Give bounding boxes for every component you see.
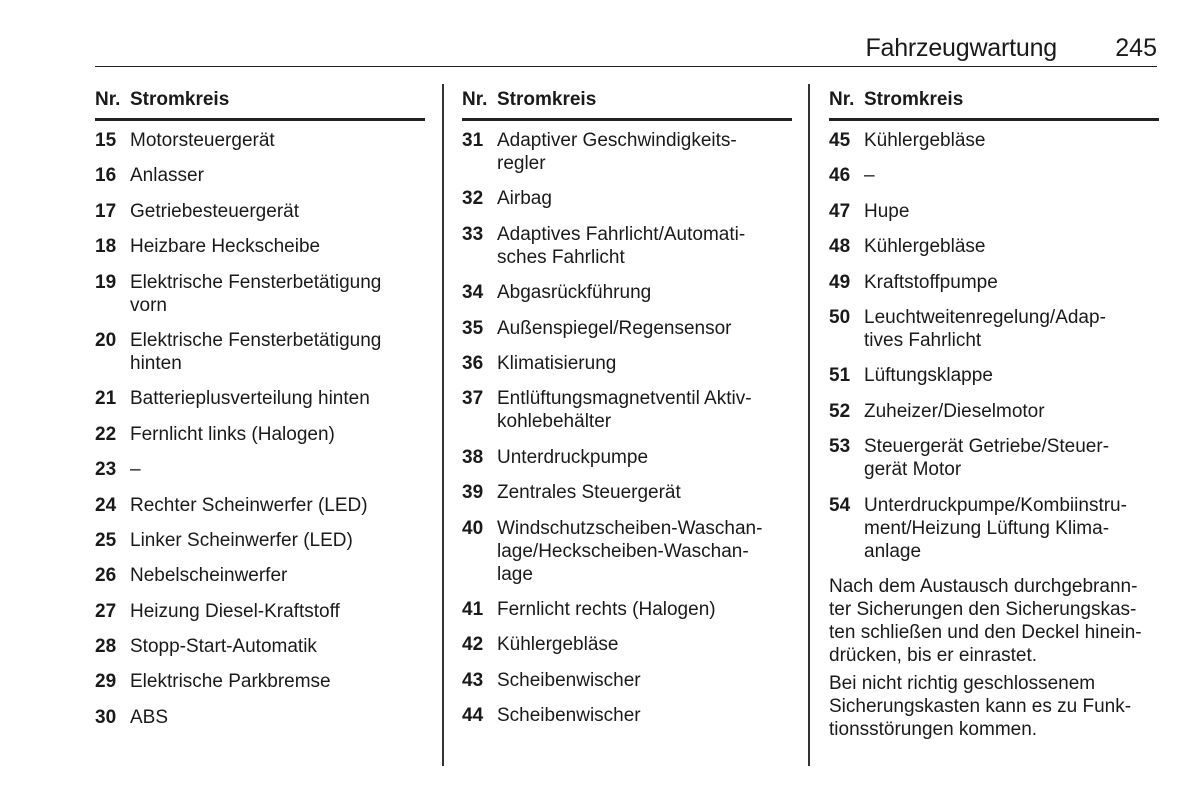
circuit-name: vorn <box>130 294 167 316</box>
fuse-number: 19 <box>95 271 117 293</box>
circuit-name: Unterdruckpumpe <box>497 446 649 468</box>
circuit-name: anlage <box>864 540 922 562</box>
fuse-row <box>95 635 425 658</box>
fuse-column-2 <box>462 88 792 739</box>
fuse-number: 42 <box>462 634 484 656</box>
column-divider <box>442 84 444 766</box>
note-line: drücken, bis er einrastet. <box>829 644 1038 666</box>
fuse-row <box>462 129 792 175</box>
circuit-name: Heizbare Heckscheibe <box>130 236 321 258</box>
fuse-number: 45 <box>829 130 851 151</box>
fuse-column-3 <box>829 88 1159 746</box>
circuit-name: Außenspiegel/Regensensor <box>497 317 732 339</box>
header-circuit: Stromkreis <box>497 89 597 110</box>
circuit-name: lage <box>497 563 533 585</box>
fuse-column-1 <box>95 88 425 741</box>
circuit-name: Unterdruckpumpe/Kombiinstru- <box>864 494 1127 516</box>
fuse-list <box>462 129 792 727</box>
fuse-row <box>462 669 792 692</box>
fuse-number: 43 <box>462 669 484 691</box>
circuit-name: Kühlergebläse <box>497 634 619 656</box>
fuse-row <box>95 164 425 187</box>
fuse-number: 30 <box>95 706 117 728</box>
fuse-number: 37 <box>462 388 484 410</box>
fuse-row <box>462 446 792 469</box>
fuse-number: 32 <box>462 188 484 210</box>
fuse-number: 34 <box>462 282 484 304</box>
fuse-row <box>462 223 792 269</box>
section-title: Fahrzeugwartung <box>865 34 1057 62</box>
note-line: tionsstörungen kommen. <box>829 718 1038 740</box>
circuit-name: Zuheizer/Dieselmotor <box>864 400 1045 422</box>
circuit-name: Airbag <box>497 188 552 210</box>
fuse-row <box>829 306 1159 352</box>
column-header <box>829 88 1159 121</box>
fuse-number: 27 <box>95 600 117 622</box>
fuse-list <box>95 129 425 729</box>
note-line: Sicherungskasten kann es zu Funk- <box>829 695 1132 717</box>
circuit-name: Kraftstoffpumpe <box>864 271 998 293</box>
circuit-name: ment/Heizung Lüftung Klima- <box>864 517 1110 539</box>
fuse-row <box>95 600 425 623</box>
fuse-number: 25 <box>95 529 117 551</box>
circuit-name: – <box>130 459 141 481</box>
circuit-name: lage/Heckscheiben-Waschan- <box>497 540 749 562</box>
fuse-number: 40 <box>462 517 484 539</box>
fuse-row <box>462 598 792 621</box>
circuit-name: gerät Motor <box>864 459 962 481</box>
fuse-row <box>95 387 425 410</box>
fuse-row <box>462 281 792 304</box>
fuse-number: 23 <box>95 459 117 481</box>
circuit-name: Linker Scheinwerfer (LED) <box>130 529 353 551</box>
fuse-number: 47 <box>829 200 851 222</box>
circuit-name: ABS <box>130 706 169 728</box>
circuit-name: Steuergerät Getriebe/Steuer- <box>864 436 1110 458</box>
fuse-number: 20 <box>95 329 117 351</box>
fuse-row <box>829 200 1159 223</box>
fuse-row <box>95 458 425 481</box>
fuse-row <box>829 164 1159 187</box>
circuit-name: Scheibenwischer <box>497 669 641 691</box>
fuse-number: 22 <box>95 423 117 445</box>
circuit-name: sches Fahrlicht <box>497 246 625 268</box>
fuse-box-note <box>829 575 1159 741</box>
circuit-name: Fernlicht links (Halogen) <box>130 423 335 445</box>
circuit-name: Leuchtweitenregelung/Adap- <box>864 306 1106 328</box>
fuse-row <box>462 387 792 433</box>
fuse-row <box>95 670 425 693</box>
fuse-number: 31 <box>462 130 484 151</box>
fuse-number: 52 <box>829 400 851 422</box>
circuit-name: Kühlergebläse <box>864 130 986 151</box>
column-header <box>462 88 792 121</box>
circuit-name: Batterieplusverteilung hinten <box>130 388 370 410</box>
note-line: ter Sicherungen den Sicherungskas- <box>829 598 1137 620</box>
circuit-name: Stopp-Start-Automatik <box>130 636 317 658</box>
circuit-name: Getriebesteuergerät <box>130 200 299 222</box>
fuse-number: 38 <box>462 446 484 468</box>
fuse-number: 49 <box>829 271 851 293</box>
page-header <box>95 32 1157 67</box>
fuse-number: 39 <box>462 482 484 504</box>
fuse-number: 36 <box>462 352 484 374</box>
circuit-name: Klimatisierung <box>497 352 617 374</box>
circuit-name: Fernlicht rechts (Halogen) <box>497 598 716 620</box>
column-header <box>95 88 425 121</box>
fuse-row <box>95 529 425 552</box>
circuit-name: Nebelscheinwerfer <box>130 565 288 587</box>
fuse-row <box>95 564 425 587</box>
fuse-number: 46 <box>829 165 851 187</box>
note-paragraph <box>829 672 1159 741</box>
fuse-row <box>462 317 792 340</box>
fuse-row <box>95 329 425 375</box>
note-line: Bei nicht richtig geschlossenem <box>829 672 1096 694</box>
fuse-row <box>95 423 425 446</box>
fuse-number: 15 <box>95 130 117 151</box>
fuse-number: 17 <box>95 200 117 222</box>
circuit-name: tives Fahrlicht <box>864 329 982 351</box>
fuse-row <box>829 235 1159 258</box>
fuse-row <box>462 704 792 727</box>
fuse-list <box>829 129 1159 563</box>
fuse-row <box>95 271 425 317</box>
circuit-name: – <box>864 165 875 187</box>
circuit-name: Windschutzscheiben-Waschan- <box>497 517 763 539</box>
fuse-number: 28 <box>95 636 117 658</box>
circuit-name: Entlüftungsmagnetventil Aktiv- <box>497 388 752 410</box>
note-paragraph <box>829 575 1159 667</box>
note-line: Nach dem Austausch durchgebrann- <box>829 575 1138 597</box>
fuse-row <box>95 235 425 258</box>
header-circuit: Stromkreis <box>130 89 230 110</box>
circuit-name: kohlebehälter <box>497 411 612 433</box>
fuse-number: 41 <box>462 598 484 620</box>
circuit-name: Adaptiver Geschwindigkeits- <box>497 130 737 151</box>
fuse-number: 21 <box>95 388 117 410</box>
fuse-number: 16 <box>95 165 117 187</box>
circuit-name: Adaptives Fahrlicht/Automati- <box>497 223 746 245</box>
fuse-row <box>829 129 1159 152</box>
fuse-number: 51 <box>829 365 851 387</box>
page-number: 245 <box>1115 34 1157 62</box>
header-nr: Nr. <box>829 89 855 110</box>
fuse-number: 18 <box>95 236 117 258</box>
circuit-name: Motorsteuergerät <box>130 130 275 151</box>
circuit-name: hinten <box>130 352 182 374</box>
header-circuit: Stromkreis <box>864 89 964 110</box>
circuit-name: Scheibenwischer <box>497 705 641 727</box>
header-nr: Nr. <box>95 89 121 110</box>
fuse-number: 54 <box>829 494 851 516</box>
column-divider <box>808 84 810 766</box>
fuse-row <box>829 494 1159 563</box>
fuse-row <box>829 364 1159 387</box>
circuit-name: Elektrische Fensterbetätigung <box>130 329 382 351</box>
circuit-name: Elektrische Fensterbetätigung <box>130 271 382 293</box>
fuse-number: 24 <box>95 494 117 516</box>
fuse-number: 35 <box>462 317 484 339</box>
fuse-row <box>829 400 1159 423</box>
fuse-row <box>829 271 1159 294</box>
fuse-row <box>462 187 792 210</box>
fuse-number: 26 <box>95 565 117 587</box>
fuse-number: 44 <box>462 705 484 727</box>
fuse-number: 50 <box>829 306 851 328</box>
note-line: ten schließen und den Deckel hinein- <box>829 621 1142 643</box>
fuse-row <box>95 494 425 517</box>
fuse-row <box>95 129 425 152</box>
fuse-row <box>462 633 792 656</box>
circuit-name: Heizung Diesel-Kraftstoff <box>130 600 340 622</box>
fuse-number: 48 <box>829 236 851 258</box>
circuit-name: Abgasrückführung <box>497 282 652 304</box>
circuit-name: Rechter Scheinwerfer (LED) <box>130 494 368 516</box>
circuit-name: Anlasser <box>130 165 204 187</box>
fuse-row <box>95 200 425 223</box>
fuse-row <box>462 517 792 586</box>
circuit-name: regler <box>497 153 546 174</box>
fuse-number: 33 <box>462 223 484 245</box>
circuit-name: Hupe <box>864 200 910 222</box>
circuit-name: Elektrische Parkbremse <box>130 671 331 693</box>
fuse-number: 29 <box>95 671 117 693</box>
fuse-row <box>95 706 425 729</box>
fuse-row <box>462 352 792 375</box>
header-nr: Nr. <box>462 89 488 110</box>
circuit-name: Kühlergebläse <box>864 236 986 258</box>
circuit-name: Lüftungsklappe <box>864 365 993 387</box>
fuse-number: 53 <box>829 436 851 458</box>
circuit-name: Zentrales Steuergerät <box>497 482 681 504</box>
fuse-row <box>462 481 792 504</box>
fuse-row <box>829 435 1159 481</box>
